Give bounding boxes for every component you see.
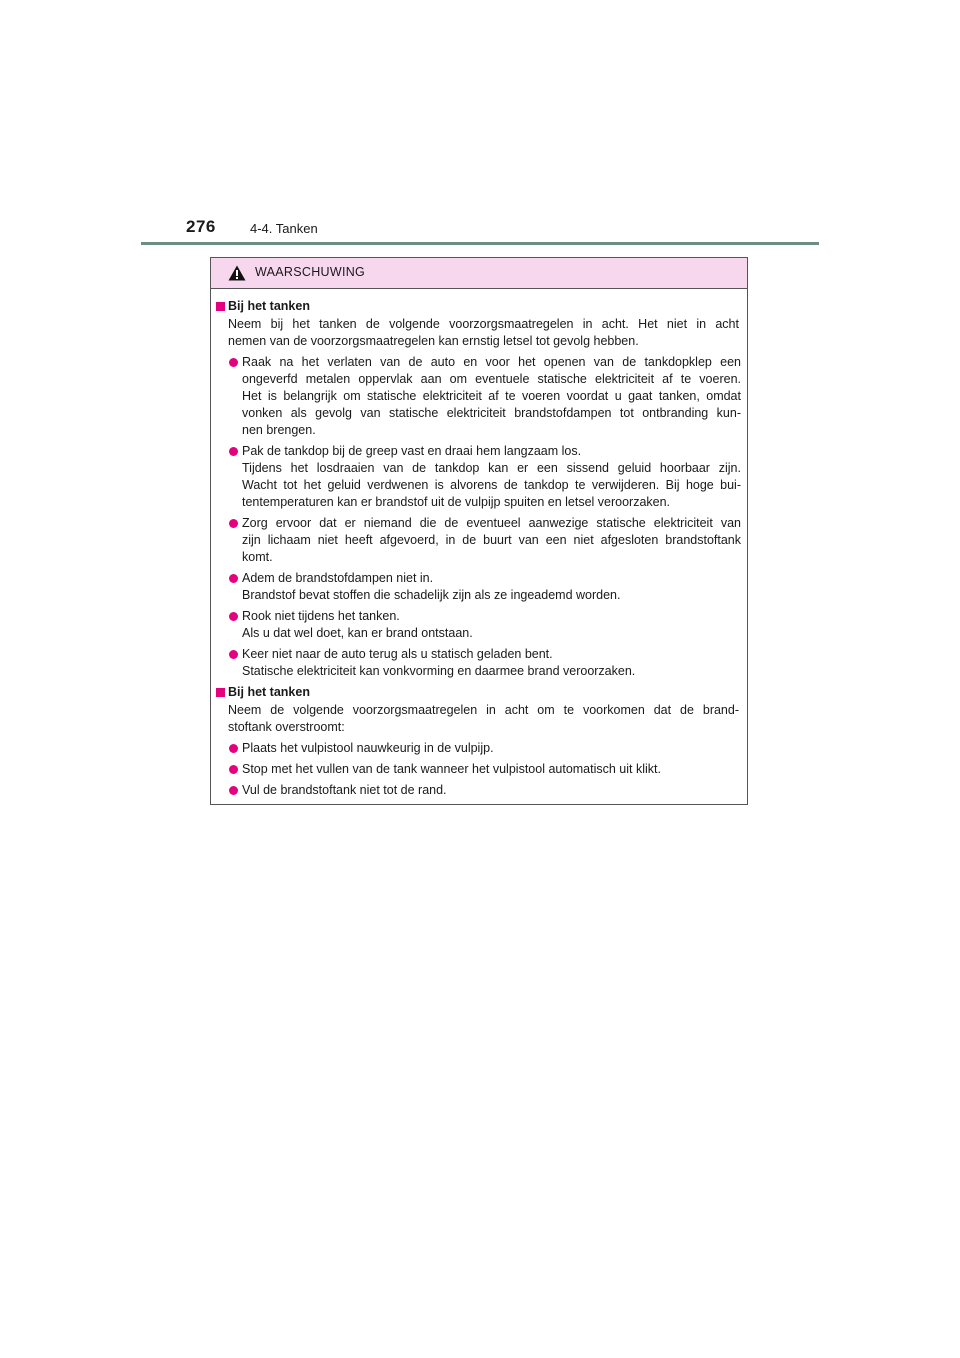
square-bullet-icon [216,688,225,697]
list-item: Zorg ervoor dat er niemand die de eventueel aanwezige statische elektriciteit van zijn lichaam niet heeft afgevoerd, in de buurt van een niet afgesloten brandstoftank komt. [211,515,747,566]
warning-section [211,298,747,680]
warning-title: WAARSCHUWING [255,265,366,279]
section-heading: Bij het tanken [211,298,747,316]
round-bullet-icon [229,765,238,774]
round-bullet-icon [229,786,238,795]
list-item: Vul de brandstoftank niet tot de rand. [211,782,747,799]
list-item: Adem de brandstofdampen niet in. Brandstof bevat stoffen die schadelijk zijn als ze ingeademd worden. [211,570,747,604]
round-bullet-icon [229,612,238,621]
header-rule [141,242,819,245]
round-bullet-icon [229,744,238,753]
warning-section [211,684,747,799]
list-item: Pak de tankdop bij de greep vast en draai hem langzaam los. Tijdens het losdraaien van de tankdop kan er een sissend geluid hoorbaar zijn. Wacht tot het geluid verdwenen is alvorens de tankdop te verwijderen. Bij hoge bui- tentemperaturen kan er brandstof uit de vulpijp spuiten en letsel veroorzaken. [211,443,747,511]
section-heading: Bij het tanken [211,684,747,702]
warning-box [210,257,748,805]
warning-header [211,258,747,289]
section-title: 4-4. Tanken [250,221,318,236]
list-item: Rook niet tijdens het tanken. Als u dat wel doet, kan er brand ontstaan. [211,608,747,642]
square-bullet-icon [216,302,225,311]
round-bullet-icon [229,447,238,456]
list-item: Raak na het verlaten van de auto en voor het openen van de tankdopklep een ongeverfd metalen oppervlak aan om eventuele statische elektriciteit af te voeren. Het is belangrijk om statische elektriciteit af te voeren voordat u gaat tanken, omdat vonken als gevolg van statische elektriciteit brandstofdampen tot ontbranding kun- nen brengen. [211,354,747,439]
list-item: Keer niet naar de auto terug als u statisch geladen bent. Statische elektriciteit kan vonkvorming en daarmee brand veroorzaken. [211,646,747,680]
round-bullet-icon [229,650,238,659]
page-number: 276 [186,217,216,236]
section-intro: Neem de volgende voorzorgsmaatregelen in acht om te voorkomen dat de brand- stoftank overstroomt: [228,703,739,734]
round-bullet-icon [229,358,238,367]
warning-content [211,298,747,803]
round-bullet-icon [229,519,238,528]
section-intro: Neem bij het tanken de volgende voorzorgsmaatregelen in acht. Het niet in acht nemen van de voorzorgsmaatregelen kan ernstig letsel tot gevolg hebben. [228,317,739,348]
round-bullet-icon [229,574,238,583]
warning-icon [228,265,246,281]
list-item: Plaats het vulpistool nauwkeurig in de vulpijp. [211,740,747,757]
list-item: Stop met het vullen van de tank wanneer het vulpistool automatisch uit klikt. [211,761,747,778]
